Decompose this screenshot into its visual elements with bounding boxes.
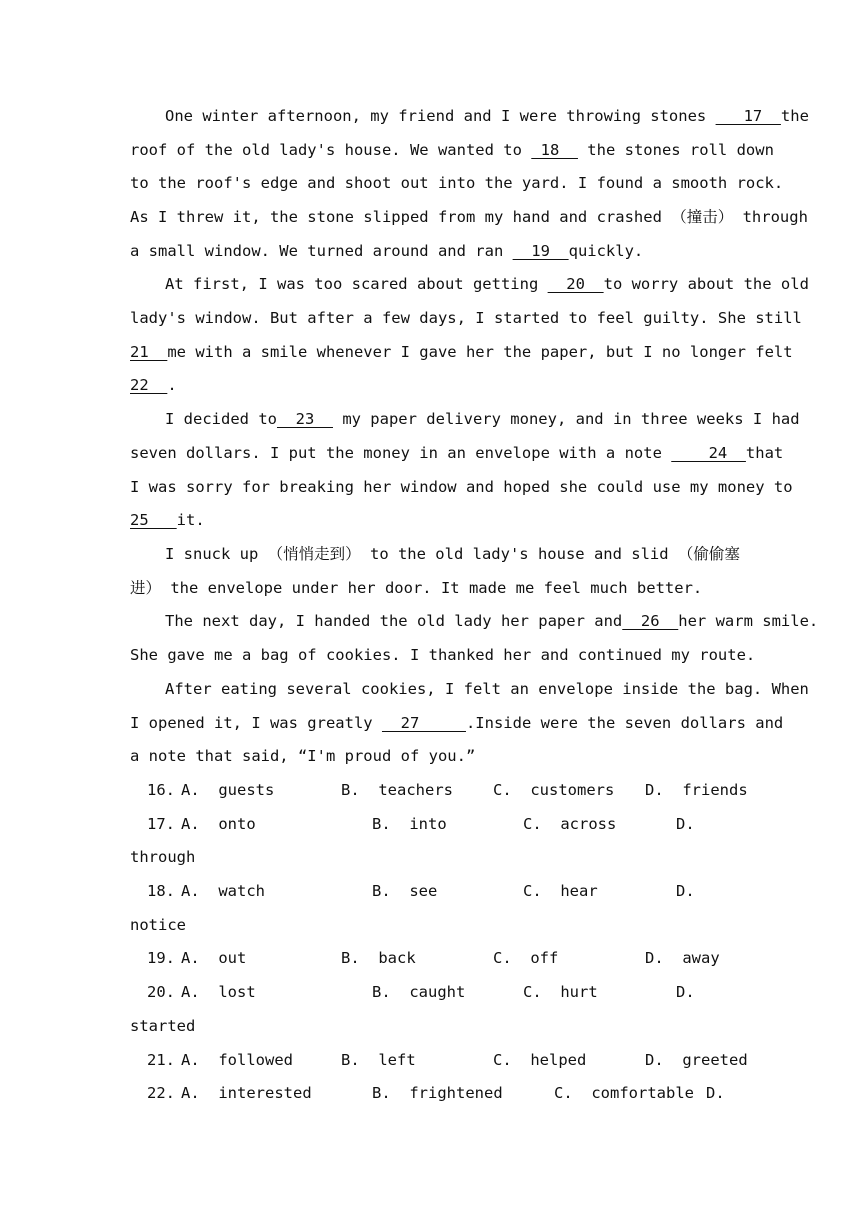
option-d: D. away [645, 949, 720, 967]
passage-line: As I threw it, the stone slipped from my hand and crashed （撞击） through [130, 208, 808, 226]
blank-25: 25 [130, 511, 177, 529]
option-b: B. back [341, 949, 416, 967]
option-b: B. see [372, 882, 438, 900]
option-a: A. guests [181, 781, 275, 799]
option-d: D. [676, 882, 695, 900]
question-number: 17. [147, 815, 175, 833]
option-d: D. [676, 815, 695, 833]
option-a: A. watch [181, 882, 265, 900]
passage-line: I decided to 23 my paper delivery money, and in three weeks I had [165, 410, 800, 428]
option-c: C. comfortable [554, 1084, 694, 1102]
passage-line: The next day, I handed the old lady her paper and 26 her warm smile. [165, 612, 819, 630]
passage-line: After eating several cookies, I felt an envelope inside the bag. When [165, 680, 809, 698]
option-d: D. greeted [645, 1051, 748, 1069]
option-b: B. left [341, 1051, 416, 1069]
option-c: C. customers [493, 781, 615, 799]
blank-22: 22 [130, 376, 168, 394]
passage-line: seven dollars. I put the money in an envelope with a note 24 that [130, 444, 784, 462]
option-c: C. hurt [523, 983, 598, 1001]
passage-line: She gave me a bag of cookies. I thanked her and continued my route. [130, 646, 756, 664]
question-number: 18. [147, 882, 175, 900]
option-b: B. teachers [341, 781, 453, 799]
passage-line: I was sorry for breaking her window and hoped she could use my money to [130, 478, 793, 496]
passage-line: a small window. We turned around and ran 19 quickly. [130, 242, 644, 260]
option-d: D. friends [645, 781, 748, 799]
option-a: A. interested [181, 1084, 312, 1102]
question-number: 21. [147, 1051, 175, 1069]
passage-line: to the roof's edge and shoot out into the yard. I found a smooth rock. [130, 174, 784, 192]
passage-line: I opened it, I was greatly 27 .Inside were the seven dollars and [130, 714, 784, 732]
question-number: 16. [147, 781, 175, 799]
option-a: A. lost [181, 983, 256, 1001]
passage-line: roof of the old lady's house. We wanted to 18 the stones roll down [130, 141, 774, 159]
option-d-text: through [130, 848, 196, 866]
passage-line: 进） the envelope under her door. It made me feel much better. [130, 579, 703, 597]
blank-20: 20 [547, 275, 604, 293]
blank-23: 23 [276, 410, 333, 428]
blank-27: 27 [381, 714, 466, 732]
blank-19: 19 [512, 242, 569, 260]
option-d: D. [676, 983, 695, 1001]
option-d-text: notice [130, 916, 186, 934]
passage-line: 25 it. [130, 511, 205, 529]
passage-line: At first, I was too scared about getting 20 to worry about the old [165, 275, 809, 293]
option-c: C. across [523, 815, 617, 833]
passage-line: One winter afternoon, my friend and I were throwing stones 17 the [165, 107, 809, 125]
passage-line: a note that said, “I'm proud of you.” [130, 747, 476, 765]
option-b: B. frightened [372, 1084, 503, 1102]
option-d-text: started [130, 1017, 196, 1035]
option-c: C. off [493, 949, 559, 967]
blank-18: 18 [531, 141, 578, 159]
blank-17: 17 [715, 107, 781, 125]
question-number: 20. [147, 983, 175, 1001]
option-a: A. out [181, 949, 247, 967]
option-d: D. [706, 1084, 725, 1102]
option-b: B. caught [372, 983, 466, 1001]
blank-26: 26 [622, 612, 679, 630]
passage-line: lady's window. But after a few days, I started to feel guilty. She still [130, 309, 802, 327]
option-c: C. helped [493, 1051, 587, 1069]
passage-line: 22 . [130, 376, 177, 394]
option-c: C. hear [523, 882, 598, 900]
question-number: 19. [147, 949, 175, 967]
question-number: 22. [147, 1084, 175, 1102]
blank-21: 21 [130, 343, 168, 361]
option-b: B. into [372, 815, 447, 833]
passage-line: 21 me with a smile whenever I gave her the paper, but I no longer felt [130, 343, 793, 361]
blank-24: 24 [671, 444, 746, 462]
option-a: A. followed [181, 1051, 293, 1069]
passage-line: I snuck up （悄悄走到） to the old lady's house and slid （偷偷塞 [165, 545, 740, 563]
option-a: A. onto [181, 815, 256, 833]
